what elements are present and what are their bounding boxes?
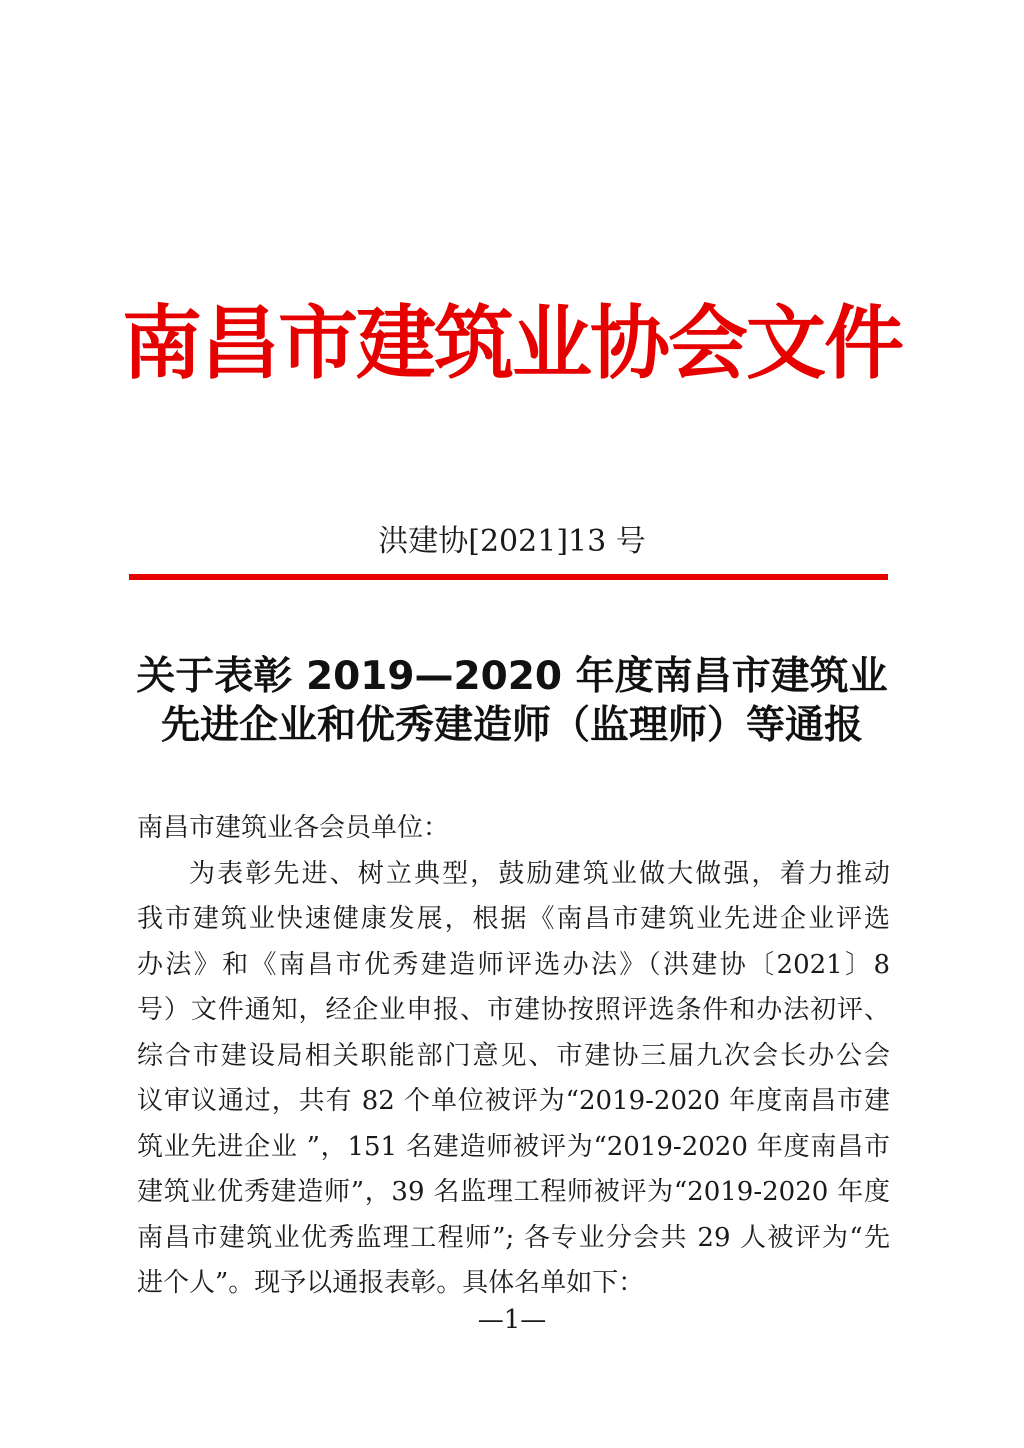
- body-text-line: 号）文件通知，经企业申报、市建协按照评选条件和办法初评、: [137, 995, 890, 1025]
- body-text-line: 为表彰先进、树立典型，鼓励建筑业做大做强，着力推动: [189, 858, 890, 889]
- document-title: [0, 652, 1024, 750]
- body-text-line: 筑业先进企业 ”，151 名建造师被评为“2019-2020 年度南昌市: [137, 1131, 890, 1162]
- red-divider-line: [129, 574, 888, 580]
- body-text-line: 议审议通过，共有 82 个单位被评为“2019-2020 年度南昌市建: [137, 1086, 890, 1116]
- salutation-line: 南昌市建筑业各会员单位：: [137, 813, 450, 843]
- document-title-line2: 先进企业和优秀建造师（监理师）等通报: [160, 703, 863, 748]
- body-text-line: 进个人”。现予以通报表彰。具体名单如下：: [137, 1268, 645, 1298]
- document-number: 洪建协[2021]13 号: [378, 524, 646, 559]
- body-text-line: 建筑业优秀建造师”，39 名监理工程师被评为“2019-2020 年度: [137, 1177, 890, 1207]
- body-text-line: 南昌市建筑业优秀监理工程师”; 各专业分会共 29 人被评为“先: [137, 1222, 890, 1253]
- document-title-line1: 关于表彰 2019—2020 年度南昌市建筑业: [136, 654, 888, 699]
- body-text-line: 办法》和《南昌市优秀建造师评选办法》（洪建协〔2021〕8: [137, 949, 890, 980]
- document-body: [137, 806, 890, 1307]
- body-text-line: 综合市建设局相关职能部门意见、市建协三届九次会长办公会: [137, 1040, 890, 1071]
- body-text-line: 我市建筑业快速健康发展，根据《南昌市建筑业先进企业评选: [137, 904, 890, 934]
- page-number: —1—: [477, 1305, 547, 1335]
- letterhead-title: 南昌市建筑业协会文件: [122, 296, 902, 390]
